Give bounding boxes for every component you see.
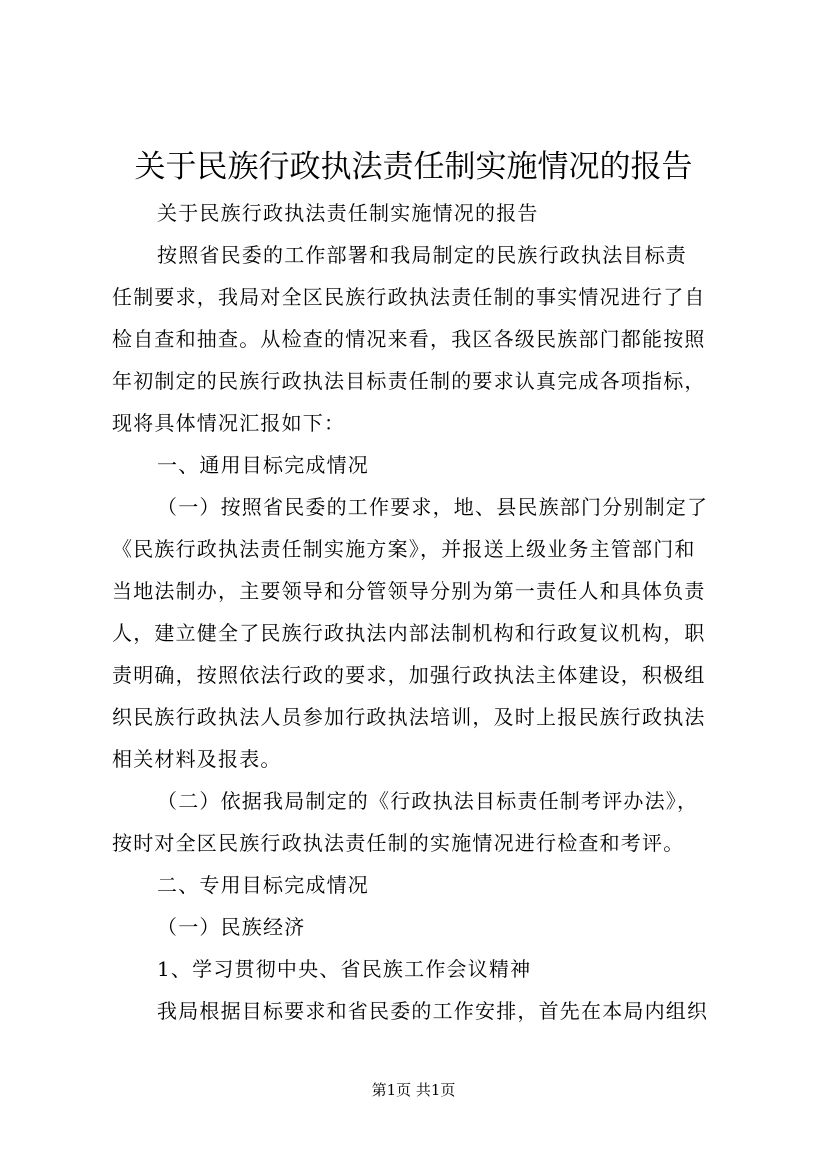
page-footer: 第1页 共1页 — [371, 1081, 456, 1099]
section-heading: 二、专用目标完成情况 — [157, 873, 369, 897]
body-line: 按照省民委的工作部署和我局制定的民族行政执法目标责 — [157, 243, 687, 267]
subsection-heading: 1、学习贯彻中央、省民族工作会议精神 — [157, 957, 532, 981]
body-line: 我局根据目标要求和省民委的工作安排，首先在本局内组织 — [157, 999, 709, 1023]
body-line: 相关材料及报表。 — [112, 747, 282, 771]
section-heading: 一、通用目标完成情况 — [157, 453, 369, 477]
body-line: 年初制定的民族行政执法目标责任制的要求认真完成各项指标， — [112, 369, 706, 393]
body-line: 当地法制办，主要领导和分管领导分别为第一责任人和具体负责 — [112, 579, 706, 603]
body-line: 织民族行政执法人员参加行政执法培训，及时上报民族行政执法 — [112, 705, 706, 729]
body-line: 《民族行政执法责任制实施方案》，并报送上级业务主管部门和 — [112, 537, 696, 561]
body-line: 责明确，按照依法行政的要求，加强行政执法主体建设，积极组 — [112, 663, 706, 687]
body-line: 任制要求，我局对全区民族行政执法责任制的事实情况进行了自 — [112, 285, 706, 309]
subsection-heading: （一）民族经济 — [157, 915, 306, 939]
body-line: （一）按照省民委的工作要求，地、县民族部门分别制定了 — [157, 495, 709, 519]
body-line: 检自查和抽查。从检查的情况来看，我区各级民族部门都能按照 — [112, 327, 706, 351]
body-line: （二）依据我局制定的《行政执法目标责任制考评办法》， — [157, 789, 699, 813]
body-line: 关于民族行政执法责任制实施情况的报告 — [157, 201, 539, 225]
body-line: 现将具体情况汇报如下： — [112, 411, 346, 435]
body-line: 按时对全区民族行政执法责任制的实施情况进行检查和考评。 — [112, 831, 685, 855]
body-line: 人，建立健全了民族行政执法内部法制机构和行政复议机构，职 — [112, 621, 706, 645]
document-title: 关于民族行政执法责任制实施情况的报告 — [134, 149, 693, 185]
